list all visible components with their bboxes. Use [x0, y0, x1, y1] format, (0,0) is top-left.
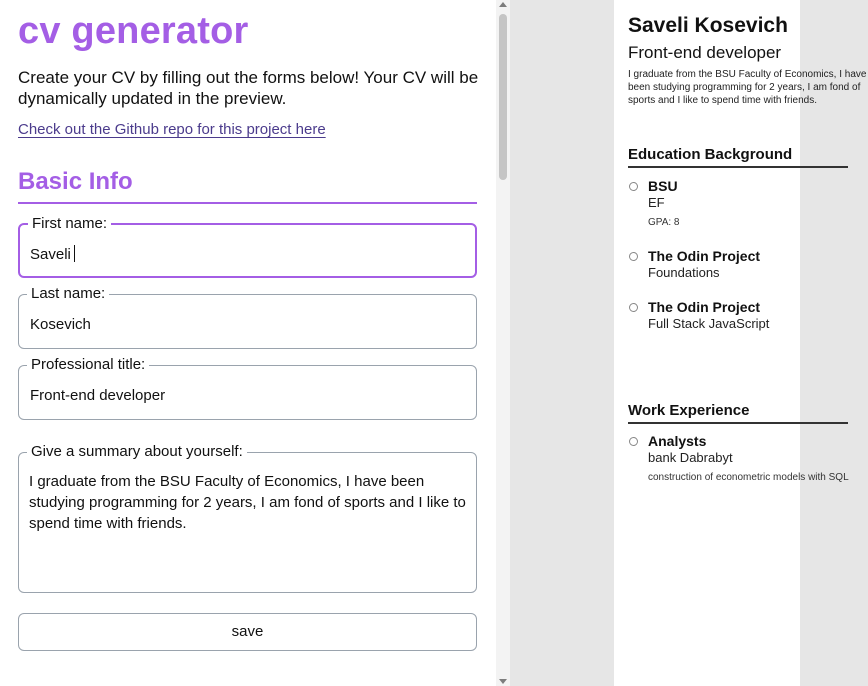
- first-name-field[interactable]: [18, 215, 477, 278]
- education-field: EF: [648, 195, 665, 210]
- intro-text: Create your CV by filling out the forms below! Your CV will be dynamically updated in the preview.: [18, 68, 479, 108]
- circle-bullet-icon: [629, 252, 638, 261]
- professional-title-label: Professional title:: [27, 356, 149, 374]
- education-gpa: GPA: 8: [648, 217, 680, 228]
- first-name-value[interactable]: Saveli: [30, 246, 71, 263]
- education-school: The Odin Project: [648, 248, 761, 264]
- cv-name: Saveli Kosevich: [628, 14, 788, 37]
- text-caret: [74, 245, 75, 262]
- scroll-thumb[interactable]: [499, 14, 507, 180]
- first-name-label: First name:: [28, 215, 111, 233]
- work-description: construction of econometric models with SQL: [648, 472, 849, 483]
- last-name-value[interactable]: Kosevich: [30, 316, 91, 333]
- education-heading: Education Background: [628, 146, 848, 168]
- save-button[interactable]: save: [18, 613, 477, 651]
- professional-title-field[interactable]: [18, 356, 477, 420]
- circle-bullet-icon: [629, 437, 638, 446]
- circle-bullet-icon: [629, 303, 638, 312]
- circle-bullet-icon: [629, 182, 638, 191]
- work-position: Analysts: [648, 433, 707, 449]
- summary-value[interactable]: I graduate from the BSU Faculty of Economics, I have been studying programming for 2 years, I am fond of sports and I like to spend time with friends.: [29, 473, 466, 532]
- summary-label: Give a summary about yourself:: [27, 443, 247, 461]
- education-field: Full Stack JavaScript: [648, 316, 770, 331]
- last-name-field[interactable]: [18, 285, 477, 349]
- cv-summary: I graduate from the BSU Faculty of Economics, I have been studying programming for 2 years, I am fond of sports and I like to spend time with friends.: [628, 69, 867, 106]
- github-repo-link[interactable]: Check out the Github repo for this project here: [18, 121, 326, 138]
- education-school: The Odin Project: [648, 299, 761, 315]
- professional-title-value[interactable]: Front-end developer: [30, 387, 166, 404]
- cv-title: Front-end developer: [628, 43, 782, 62]
- education-field: Foundations: [648, 265, 720, 280]
- summary-textarea[interactable]: [18, 443, 477, 593]
- cv-preview: [614, 0, 867, 686]
- first-name-input-wrap[interactable]: [30, 245, 75, 263]
- scroll-up-arrow-icon[interactable]: [499, 2, 507, 7]
- app-title: cv generator: [18, 10, 249, 52]
- work-company: bank Dabrabyt: [648, 450, 733, 465]
- form-scrollbar[interactable]: [496, 0, 510, 686]
- education-school: BSU: [648, 178, 678, 194]
- scroll-down-arrow-icon[interactable]: [499, 679, 507, 684]
- basic-info-heading: Basic Info: [18, 168, 477, 204]
- last-name-label: Last name:: [27, 285, 109, 303]
- work-heading: Work Experience: [628, 402, 848, 424]
